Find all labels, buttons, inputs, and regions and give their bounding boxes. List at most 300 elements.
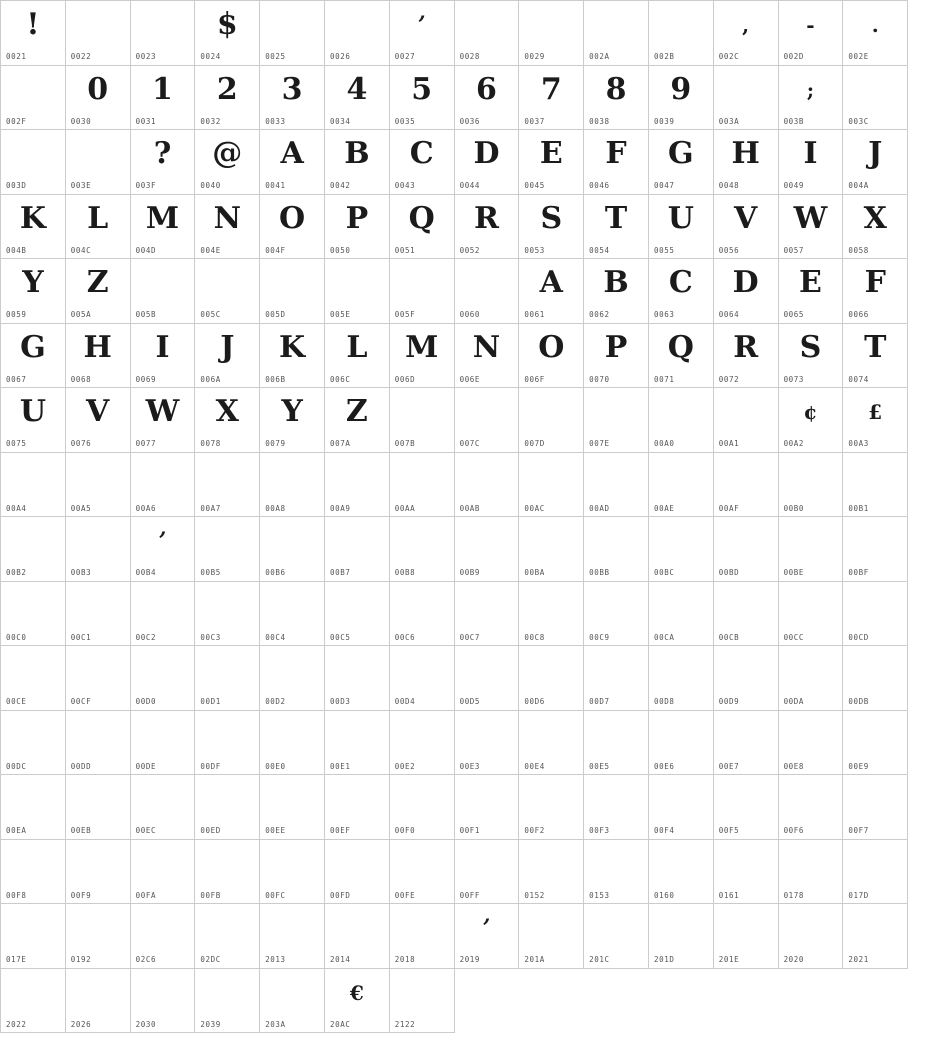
glyph-cell[interactable] xyxy=(454,904,519,969)
glyph-cell[interactable] xyxy=(324,646,389,711)
glyph-cell[interactable] xyxy=(65,646,130,711)
glyph-cell[interactable] xyxy=(1,65,66,130)
glyph-preview xyxy=(131,842,195,886)
glyph-cell[interactable] xyxy=(519,130,584,195)
glyph-cell[interactable] xyxy=(648,452,713,517)
glyph-cell[interactable] xyxy=(65,581,130,646)
glyph-cell[interactable] xyxy=(584,904,649,969)
glyph-codepoint-label: 0075 xyxy=(6,439,27,448)
glyph-cell[interactable] xyxy=(1,130,66,195)
glyph-cell[interactable] xyxy=(195,452,260,517)
glyph-cell[interactable] xyxy=(713,388,778,453)
glyph-cell[interactable] xyxy=(260,968,325,1033)
glyph-cell[interactable] xyxy=(389,452,454,517)
glyph-cell[interactable] xyxy=(584,839,649,904)
glyph-preview xyxy=(714,390,778,434)
glyph-cell[interactable] xyxy=(130,259,195,324)
glyph-cell[interactable] xyxy=(843,517,908,582)
glyph-cell[interactable] xyxy=(584,517,649,582)
glyph-preview xyxy=(195,455,259,499)
glyph-codepoint-label: 005F xyxy=(394,310,416,319)
glyph-cell[interactable] xyxy=(195,517,260,582)
glyph-codepoint-label: 0032 xyxy=(200,116,221,126)
glyph-preview: N xyxy=(472,329,501,365)
glyph-cell[interactable] xyxy=(389,323,454,388)
glyph-codepoint-label: 00D0 xyxy=(135,697,157,706)
glyph-cell[interactable] xyxy=(65,710,130,775)
glyph-cell[interactable] xyxy=(324,517,389,582)
glyph-cell[interactable] xyxy=(195,775,260,840)
glyph-cell[interactable] xyxy=(454,259,519,324)
glyph-cell[interactable] xyxy=(454,388,519,453)
glyph-cell[interactable] xyxy=(519,581,584,646)
glyph-cell[interactable] xyxy=(843,646,908,711)
glyph-cell[interactable] xyxy=(195,65,260,130)
glyph-preview xyxy=(455,390,519,434)
glyph-codepoint-label: 0070 xyxy=(589,374,610,384)
glyph-cell[interactable] xyxy=(1,775,66,840)
glyph-cell[interactable] xyxy=(648,194,713,259)
glyph-cell[interactable] xyxy=(843,323,908,388)
glyph-preview xyxy=(843,906,907,950)
glyph-preview xyxy=(390,390,454,434)
glyph-cell[interactable] xyxy=(260,517,325,582)
glyph-cell[interactable] xyxy=(713,194,778,259)
glyph-codepoint-label: 00FB xyxy=(200,890,221,900)
glyph-cell[interactable] xyxy=(648,775,713,840)
glyph-codepoint-label: 00D6 xyxy=(524,697,545,706)
glyph-cell[interactable] xyxy=(454,775,519,840)
glyph-cell[interactable] xyxy=(843,259,908,324)
glyph-cell[interactable] xyxy=(519,839,584,904)
glyph-cell[interactable] xyxy=(130,323,195,388)
glyph-cell[interactable] xyxy=(778,710,843,775)
character-map-row xyxy=(1,581,908,646)
glyph-cell[interactable] xyxy=(584,194,649,259)
glyph-codepoint-label: 00E5 xyxy=(589,761,610,771)
glyph-cell[interactable] xyxy=(324,65,389,130)
glyph-cell[interactable] xyxy=(454,194,519,259)
glyph-cell[interactable] xyxy=(324,839,389,904)
glyph-cell[interactable] xyxy=(260,904,325,969)
glyph-cell[interactable] xyxy=(454,323,519,388)
glyph-cell[interactable] xyxy=(713,839,778,904)
glyph-cell[interactable] xyxy=(130,968,195,1033)
glyph-codepoint-label: 00B7 xyxy=(329,568,351,577)
glyph-cell[interactable] xyxy=(584,323,649,388)
glyph-cell[interactable] xyxy=(584,452,649,517)
glyph-cell[interactable] xyxy=(65,130,130,195)
glyph-cell[interactable] xyxy=(519,323,584,388)
glyph-codepoint-label: 00CD xyxy=(848,632,869,642)
glyph-cell[interactable] xyxy=(389,775,454,840)
character-map-row xyxy=(1,65,908,130)
glyph-cell[interactable] xyxy=(65,968,130,1033)
glyph-cell[interactable] xyxy=(389,839,454,904)
glyph-preview xyxy=(455,584,519,628)
glyph-cell[interactable] xyxy=(713,130,778,195)
glyph-cell[interactable] xyxy=(843,388,908,453)
glyph-cell[interactable] xyxy=(1,968,66,1033)
glyph-codepoint-label: 20AC xyxy=(329,1019,351,1029)
glyph-cell[interactable] xyxy=(713,775,778,840)
glyph-cell[interactable] xyxy=(324,388,389,453)
glyph-cell[interactable] xyxy=(584,1,649,66)
glyph-cell[interactable] xyxy=(260,581,325,646)
glyph-preview xyxy=(779,648,843,692)
glyph-cell[interactable] xyxy=(389,710,454,775)
glyph-codepoint-label: 00F3 xyxy=(589,826,610,835)
glyph-cell[interactable] xyxy=(195,968,260,1033)
glyph-cell[interactable] xyxy=(713,517,778,582)
glyph-cell[interactable] xyxy=(519,1,584,66)
glyph-cell[interactable] xyxy=(1,1,66,66)
glyph-cell[interactable] xyxy=(713,323,778,388)
glyph-cell[interactable] xyxy=(648,904,713,969)
glyph-cell[interactable] xyxy=(778,904,843,969)
glyph-codepoint-label: 0056 xyxy=(718,245,740,255)
glyph-codepoint-label: 0057 xyxy=(783,245,805,255)
glyph-cell[interactable] xyxy=(195,710,260,775)
glyph-cell[interactable] xyxy=(778,323,843,388)
glyph-preview xyxy=(131,713,195,757)
glyph-cell[interactable] xyxy=(389,194,454,259)
glyph-codepoint-label: 0068 xyxy=(70,374,92,384)
glyph-cell[interactable] xyxy=(648,646,713,711)
glyph-cell[interactable] xyxy=(843,452,908,517)
glyph-preview xyxy=(843,842,907,886)
glyph-cell[interactable] xyxy=(584,130,649,195)
glyph-cell[interactable] xyxy=(324,581,389,646)
glyph-cell[interactable] xyxy=(584,646,649,711)
glyph-codepoint-label: 00F2 xyxy=(524,826,545,835)
glyph-cell[interactable] xyxy=(843,1,908,66)
glyph-cell[interactable] xyxy=(713,259,778,324)
glyph-cell[interactable] xyxy=(843,710,908,775)
glyph-cell[interactable] xyxy=(130,517,195,582)
glyph-preview: A xyxy=(539,265,563,300)
glyph-cell[interactable] xyxy=(778,839,843,904)
glyph-cell[interactable] xyxy=(389,259,454,324)
glyph-cell[interactable] xyxy=(324,259,389,324)
glyph-codepoint-label: 0064 xyxy=(718,310,740,319)
glyph-cell[interactable] xyxy=(843,194,908,259)
character-map-row xyxy=(1,968,908,1033)
glyph-cell[interactable] xyxy=(1,581,66,646)
glyph-codepoint-label: 2021 xyxy=(848,955,869,964)
glyph-cell[interactable] xyxy=(454,581,519,646)
glyph-cell[interactable] xyxy=(778,775,843,840)
glyph-cell[interactable] xyxy=(130,388,195,453)
glyph-cell[interactable] xyxy=(713,581,778,646)
glyph-cell[interactable] xyxy=(195,388,260,453)
glyph-cell[interactable] xyxy=(324,775,389,840)
glyph-preview xyxy=(455,777,519,821)
glyph-cell[interactable] xyxy=(648,710,713,775)
glyph-cell[interactable] xyxy=(260,839,325,904)
glyph-cell[interactable] xyxy=(778,388,843,453)
glyph-codepoint-label: 002F xyxy=(6,116,27,126)
glyph-preview xyxy=(195,713,259,757)
glyph-codepoint-label: 00DE xyxy=(135,761,157,771)
glyph-cell[interactable] xyxy=(454,65,519,130)
glyph-cell[interactable] xyxy=(584,65,649,130)
glyph-cell[interactable] xyxy=(519,452,584,517)
glyph-preview xyxy=(260,777,324,821)
glyph-cell[interactable] xyxy=(778,194,843,259)
glyph-cell[interactable] xyxy=(1,517,66,582)
glyph-codepoint-label: 00B8 xyxy=(394,568,416,577)
glyph-cell[interactable] xyxy=(65,259,130,324)
glyph-cell[interactable] xyxy=(130,581,195,646)
glyph-cell[interactable] xyxy=(584,259,649,324)
glyph-cell[interactable] xyxy=(130,839,195,904)
glyph-cell[interactable] xyxy=(454,839,519,904)
glyph-codepoint-label: 00BC xyxy=(653,568,675,577)
glyph-cell[interactable] xyxy=(1,839,66,904)
glyph-cell[interactable] xyxy=(389,65,454,130)
glyph-cell[interactable] xyxy=(648,259,713,324)
glyph-cell[interactable] xyxy=(454,646,519,711)
glyph-preview: 5 xyxy=(411,71,433,107)
glyph-codepoint-label: 006F xyxy=(524,374,545,384)
glyph-cell[interactable] xyxy=(260,646,325,711)
glyph-cell[interactable] xyxy=(195,259,260,324)
glyph-preview xyxy=(131,971,195,1015)
glyph-cell[interactable] xyxy=(260,1,325,66)
glyph-cell[interactable] xyxy=(260,194,325,259)
glyph-cell[interactable] xyxy=(454,452,519,517)
glyph-preview xyxy=(131,648,195,692)
glyph-cell[interactable] xyxy=(324,130,389,195)
glyph-cell[interactable] xyxy=(584,775,649,840)
glyph-cell[interactable] xyxy=(130,130,195,195)
glyph-cell[interactable] xyxy=(324,323,389,388)
glyph-cell[interactable] xyxy=(778,1,843,66)
glyph-cell[interactable] xyxy=(260,65,325,130)
glyph-preview xyxy=(843,584,907,628)
glyph-cell[interactable] xyxy=(260,323,325,388)
glyph-cell[interactable] xyxy=(843,839,908,904)
glyph-preview: B xyxy=(603,265,629,300)
glyph-preview xyxy=(843,777,907,821)
glyph-preview: F xyxy=(864,265,886,300)
glyph-cell[interactable] xyxy=(195,194,260,259)
glyph-cell[interactable] xyxy=(713,646,778,711)
glyph-cell[interactable] xyxy=(648,839,713,904)
glyph-cell[interactable] xyxy=(195,581,260,646)
glyph-cell[interactable] xyxy=(1,323,66,388)
glyph-codepoint-label: 00B3 xyxy=(70,568,92,577)
glyph-cell[interactable] xyxy=(130,775,195,840)
glyph-cell[interactable] xyxy=(519,710,584,775)
glyph-cell[interactable] xyxy=(519,65,584,130)
glyph-cell[interactable] xyxy=(454,710,519,775)
glyph-preview xyxy=(390,971,454,1015)
glyph-cell[interactable] xyxy=(778,259,843,324)
glyph-cell[interactable] xyxy=(519,775,584,840)
glyph-cell[interactable] xyxy=(843,65,908,130)
glyph-cell[interactable] xyxy=(454,517,519,582)
glyph-cell[interactable] xyxy=(130,452,195,517)
glyph-codepoint-label: 00F8 xyxy=(6,890,27,900)
glyph-cell[interactable] xyxy=(843,130,908,195)
glyph-preview xyxy=(66,713,130,757)
glyph-cell[interactable] xyxy=(778,130,843,195)
glyph-cell[interactable] xyxy=(65,65,130,130)
glyph-cell[interactable] xyxy=(648,130,713,195)
glyph-cell[interactable] xyxy=(778,452,843,517)
glyph-codepoint-label: 00D8 xyxy=(653,697,675,706)
glyph-cell[interactable] xyxy=(843,581,908,646)
glyph-codepoint-label: 00DD xyxy=(70,761,92,771)
glyph-cell[interactable] xyxy=(1,452,66,517)
glyph-codepoint-label: 0052 xyxy=(459,245,481,255)
glyph-cell[interactable] xyxy=(65,517,130,582)
glyph-cell[interactable] xyxy=(130,646,195,711)
glyph-preview: 4 xyxy=(346,71,368,107)
glyph-cell[interactable] xyxy=(324,904,389,969)
glyph-preview xyxy=(519,390,583,434)
glyph-codepoint-label: 00D1 xyxy=(200,697,221,706)
glyph-cell[interactable] xyxy=(195,839,260,904)
glyph-cell[interactable] xyxy=(324,194,389,259)
glyph-cell[interactable] xyxy=(65,323,130,388)
glyph-cell[interactable] xyxy=(130,65,195,130)
glyph-cell[interactable] xyxy=(519,388,584,453)
glyph-preview xyxy=(195,519,259,563)
glyph-cell[interactable] xyxy=(389,581,454,646)
glyph-preview xyxy=(66,519,130,563)
glyph-cell[interactable] xyxy=(648,65,713,130)
glyph-cell[interactable] xyxy=(65,194,130,259)
glyph-cell[interactable] xyxy=(65,388,130,453)
glyph-cell[interactable] xyxy=(195,323,260,388)
glyph-preview: 2 xyxy=(216,71,238,107)
glyph-cell[interactable] xyxy=(130,1,195,66)
glyph-cell[interactable] xyxy=(648,323,713,388)
glyph-codepoint-label: 0053 xyxy=(524,245,545,255)
glyph-preview xyxy=(455,3,519,47)
glyph-preview: ! xyxy=(26,7,40,42)
glyph-codepoint-label: 003C xyxy=(848,116,869,126)
glyph-cell[interactable] xyxy=(584,710,649,775)
glyph-preview: X xyxy=(863,200,887,236)
glyph-cell[interactable] xyxy=(519,904,584,969)
glyph-cell[interactable] xyxy=(389,388,454,453)
glyph-codepoint-label: 2039 xyxy=(200,1019,221,1029)
glyph-cell[interactable] xyxy=(713,710,778,775)
glyph-cell[interactable] xyxy=(195,130,260,195)
glyph-cell[interactable] xyxy=(1,646,66,711)
glyph-cell[interactable] xyxy=(65,775,130,840)
glyph-cell[interactable] xyxy=(778,646,843,711)
glyph-cell[interactable] xyxy=(389,968,454,1033)
glyph-preview xyxy=(1,68,65,112)
glyph-cell[interactable] xyxy=(130,904,195,969)
glyph-cell[interactable] xyxy=(324,710,389,775)
glyph-cell[interactable] xyxy=(778,517,843,582)
glyph-cell[interactable] xyxy=(389,130,454,195)
glyph-cell[interactable] xyxy=(648,581,713,646)
glyph-cell[interactable] xyxy=(778,65,843,130)
glyph-cell[interactable] xyxy=(843,904,908,969)
glyph-cell[interactable] xyxy=(519,259,584,324)
glyph-cell[interactable] xyxy=(389,904,454,969)
glyph-cell[interactable] xyxy=(260,452,325,517)
glyph-cell[interactable] xyxy=(584,581,649,646)
glyph-cell[interactable] xyxy=(713,452,778,517)
glyph-cell[interactable] xyxy=(648,388,713,453)
glyph-cell[interactable] xyxy=(130,710,195,775)
glyph-cell[interactable] xyxy=(1,388,66,453)
glyph-cell[interactable] xyxy=(519,646,584,711)
glyph-cell[interactable] xyxy=(260,388,325,453)
glyph-cell[interactable] xyxy=(324,968,389,1033)
glyph-cell[interactable] xyxy=(519,517,584,582)
glyph-codepoint-label: 00D3 xyxy=(329,697,351,706)
glyph-cell[interactable] xyxy=(260,259,325,324)
glyph-cell[interactable] xyxy=(130,194,195,259)
glyph-cell[interactable] xyxy=(454,130,519,195)
glyph-codepoint-label: 0152 xyxy=(524,890,545,900)
glyph-cell[interactable] xyxy=(65,839,130,904)
glyph-preview xyxy=(714,713,778,757)
glyph-cell[interactable] xyxy=(713,65,778,130)
glyph-cell[interactable] xyxy=(713,904,778,969)
glyph-cell[interactable] xyxy=(519,194,584,259)
glyph-codepoint-label: 003A xyxy=(718,116,740,126)
glyph-cell[interactable] xyxy=(843,775,908,840)
glyph-codepoint-label: 00C1 xyxy=(70,632,92,642)
glyph-cell[interactable] xyxy=(584,388,649,453)
glyph-cell[interactable] xyxy=(65,1,130,66)
glyph-preview xyxy=(390,519,454,563)
glyph-preview xyxy=(195,906,259,950)
glyph-preview xyxy=(1,842,65,886)
glyph-cell[interactable] xyxy=(260,130,325,195)
glyph-preview xyxy=(519,584,583,628)
glyph-preview: $ xyxy=(216,7,238,42)
glyph-cell[interactable] xyxy=(1,194,66,259)
glyph-cell[interactable] xyxy=(195,904,260,969)
glyph-preview: D xyxy=(732,265,759,300)
glyph-cell[interactable] xyxy=(713,1,778,66)
glyph-cell[interactable] xyxy=(65,452,130,517)
glyph-cell[interactable] xyxy=(260,710,325,775)
glyph-cell[interactable] xyxy=(389,1,454,66)
glyph-cell[interactable] xyxy=(324,452,389,517)
glyph-cell[interactable] xyxy=(195,646,260,711)
glyph-cell[interactable] xyxy=(260,775,325,840)
glyph-cell[interactable] xyxy=(648,517,713,582)
glyph-cell[interactable] xyxy=(1,259,66,324)
glyph-cell[interactable] xyxy=(389,517,454,582)
glyph-preview: C xyxy=(409,136,434,171)
glyph-cell[interactable] xyxy=(1,904,66,969)
glyph-cell[interactable] xyxy=(65,904,130,969)
glyph-cell[interactable] xyxy=(648,1,713,66)
glyph-cell[interactable] xyxy=(324,1,389,66)
glyph-preview xyxy=(66,906,130,950)
glyph-cell[interactable] xyxy=(195,1,260,66)
glyph-codepoint-label: 0043 xyxy=(394,181,416,190)
glyph-cell[interactable] xyxy=(454,1,519,66)
glyph-codepoint-label: 00C5 xyxy=(329,632,351,642)
glyph-cell[interactable] xyxy=(389,646,454,711)
glyph-cell[interactable] xyxy=(1,710,66,775)
glyph-cell[interactable] xyxy=(778,581,843,646)
